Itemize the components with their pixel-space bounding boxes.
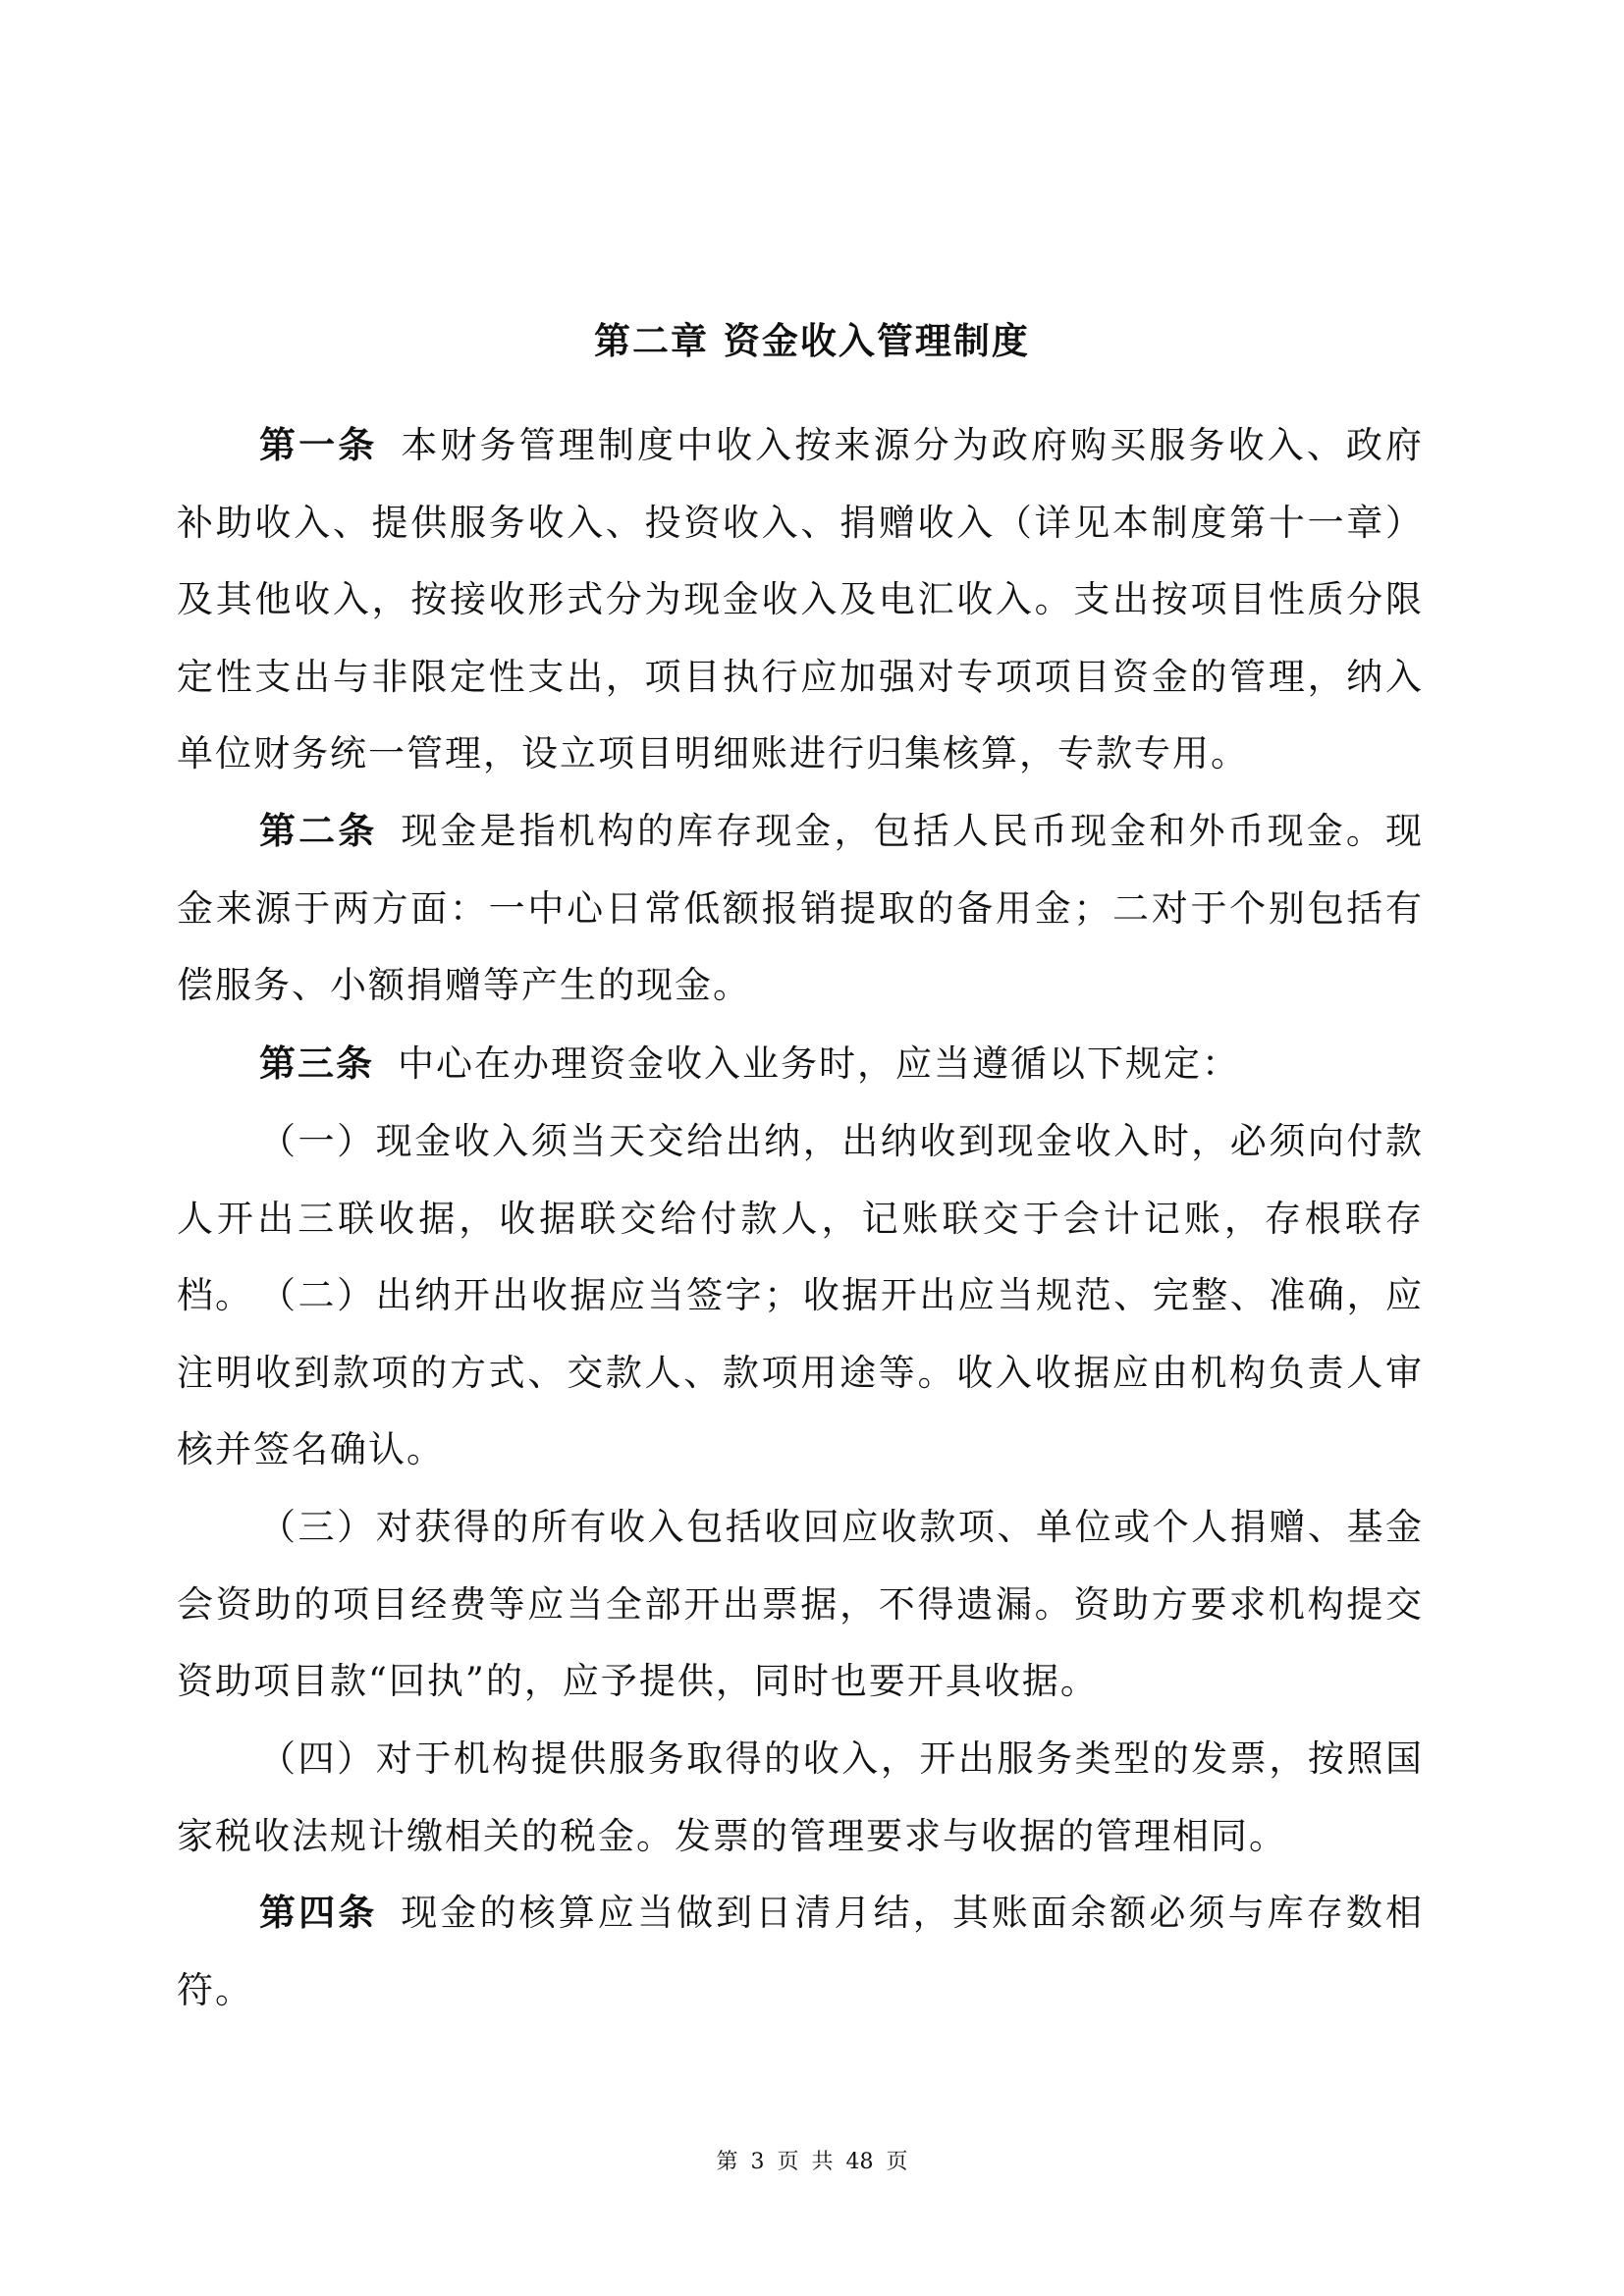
- article-2-label: 第二条: [259, 810, 378, 852]
- article-4: [177, 1875, 1424, 2029]
- article-2-text: 现金是指机构的库存现金，包括人民币现金和外币现金。现金来源于两方面：一中心日常低额报销提取的备用金；二对于个别包括有偿服务、小额捐赠等产生的现金。: [177, 810, 1425, 1006]
- chapter-title: 第二章 资金收入管理制度: [594, 320, 1030, 362]
- clause-3: （三）对获得的所有收入包括收回应收款项、单位或个人捐赠、基金会资助的项目经费等应当全部开出票据，不得遗漏。资助方要求机构提交资助项目款“回执”的，应予提供，同时也要开具收据。: [177, 1506, 1424, 1702]
- article-1-label: 第一条: [259, 424, 378, 466]
- article-3-label: 第三条: [259, 1042, 374, 1085]
- article-4-label: 第四条: [259, 1892, 378, 1934]
- article-3: [177, 1026, 1424, 1103]
- article-1: [177, 407, 1424, 793]
- article-1-text: 本财务管理制度中收入按来源分为政府购买服务收入、政府补助收入、提供服务收入、投资收入、捐赠收入（详见本制度第十一章）及其他收入，按接收形式分为现金收入及电汇收入。支出按项目性质分限定性支出与非限定性支出，项目执行应加强对专项项目资金的管理，纳入单位财务统一管理，设立项目明细账进行归集核算，专款专用。: [177, 424, 1425, 774]
- article-3-text: 中心在办理资金收入业务时，应当遵循以下规定：: [398, 1042, 1240, 1085]
- clause-4: （四）对于机构提供服务取得的收入，开出服务类型的发票，按照国家税收法规计缴相关的税金。发票的管理要求与收据的管理相同。: [177, 1737, 1424, 1857]
- clause-2: （二）出纳开出收据应当签字；收据开出应当规范、完整、准确，应注明收到款项的方式、交款人、款项用途等。收入收据应由机构负责人审核并签名确认。: [177, 1274, 1424, 1470]
- clause-1: （一）现金收入须当天交给出纳，出纳收到现金收入时，必须向付款人开出三联收据，收据联交给付款人，记账联交于会计记账，存根联存档。: [177, 1120, 1424, 1316]
- article-2: [177, 793, 1424, 1025]
- page-footer: 第 3 页 共 48 页: [716, 2150, 908, 2174]
- article-4-text: 现金的核算应当做到日清月结，其账面余额必须与库存数相符。: [177, 1892, 1425, 2011]
